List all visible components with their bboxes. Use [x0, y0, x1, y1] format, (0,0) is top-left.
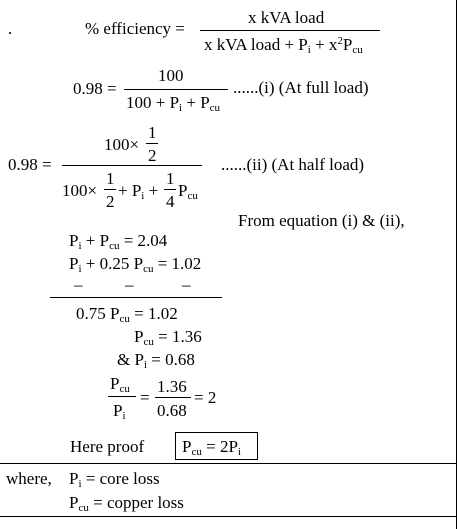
leading-dot: . [8, 19, 13, 38]
half-load-numerator-main: 100× [104, 135, 140, 154]
full-load-note: ......(i) (At full load) [233, 78, 369, 97]
half-load-main-fraction-bar [62, 165, 202, 166]
system-result: 0.75 $P_{cu} = 1.02$ [76, 304, 178, 325]
efficiency-denominator: x kVA load + $P_i + x^2P_{cu}$ [204, 35, 363, 56]
proof-boxed-formula: $P_{cu} = 2P_i$ [182, 437, 241, 458]
bottom-rule [0, 516, 457, 517]
minus-sign-1: – [74, 275, 83, 294]
half-load-num-frac-bottom: 2 [148, 146, 157, 165]
half-load-den-prefix: 100× [62, 181, 98, 200]
half-load-den-frac1-bar [104, 189, 116, 190]
proof-label: Here proof [70, 437, 145, 456]
half-load-den-frac1-top: 1 [106, 169, 115, 188]
half-load-den-frac2-top: 1 [166, 169, 175, 188]
full-load-lhs: 0.98 = [73, 79, 117, 98]
full-load-fraction-bar [124, 89, 228, 90]
ratio-num: $P_{cu}$ [110, 374, 130, 395]
half-load-num-frac-bar [146, 143, 158, 144]
efficiency-numerator: x kVA load [248, 8, 325, 27]
where-top-rule [0, 463, 457, 464]
subtraction-line [50, 297, 222, 298]
where-line-2: $P_{cu}$ = copper loss [69, 493, 184, 514]
ratio-result: = 2 [194, 388, 217, 407]
half-load-den-tail: $P_{cu}$ [178, 181, 198, 202]
minus-sign-2: – [125, 275, 134, 294]
system-line-1: $P_i + P_{cu} = 2.04$ [69, 231, 168, 252]
ratio-den2: 0.68 [157, 401, 187, 420]
half-load-den-frac1-bottom: 2 [106, 192, 115, 211]
ratio-num2: 1.36 [157, 377, 187, 396]
half-load-note: ......(ii) (At half load) [221, 155, 365, 174]
half-load-den-frac2-bar [164, 189, 176, 190]
ratio-bar-2 [155, 397, 191, 398]
system-line-2: $P_i + 0.25$ $P_{cu} = 1.02$ [69, 254, 202, 275]
ratio-bar-1 [108, 396, 136, 397]
half-load-lhs: 0.98 = [8, 155, 52, 174]
half-load-den-frac2-bottom: 4 [166, 192, 175, 211]
half-load-den-mid: + $P_i$ + [118, 181, 159, 202]
ratio-equals: = [140, 388, 150, 407]
pcu-value: $P_{cu} = 1.36$ [134, 327, 202, 348]
pi-value: & $P_i = 0.68$ [117, 350, 195, 371]
full-load-denominator: $100 + P_i + P_{cu}$ [126, 93, 221, 114]
where-line-1: $P_i$ = core loss [69, 469, 160, 490]
efficiency-lhs: % efficiency = [85, 19, 185, 38]
ratio-den: $P_i$ [113, 401, 126, 422]
efficiency-fraction-bar [200, 30, 380, 31]
full-load-numerator: 100 [158, 66, 184, 85]
half-load-num-frac-top: 1 [148, 123, 157, 142]
from-equation-text: From equation (i) & (ii), [238, 211, 405, 230]
minus-sign-3: – [182, 275, 191, 294]
where-label: where, [6, 469, 52, 488]
